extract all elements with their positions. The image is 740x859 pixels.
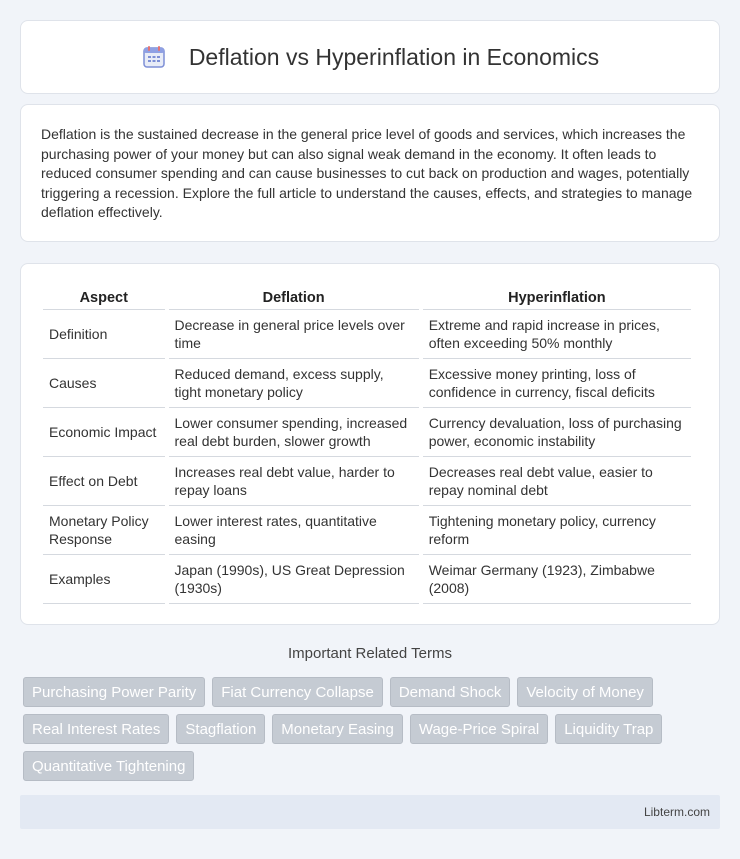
tag-wage-price-spiral[interactable]: Wage-Price Spiral [410,714,548,744]
table-cell: Excessive money printing, loss of confidence in currency, fiscal deficits [423,359,691,408]
comparison-table [39,286,695,604]
table-row [43,506,691,555]
related-terms-heading: Important Related Terms [288,645,452,662]
tag-monetary-easing[interactable]: Monetary Easing [272,714,403,744]
table-row [43,457,691,506]
related-terms-list [23,677,723,781]
table-cell: Extreme and rapid increase in prices, often exceeding 50% monthly [423,310,691,359]
table-cell: Definition [43,310,165,359]
table-cell: Lower consumer spending, increased real debt burden, slower growth [169,408,419,457]
table-cell: Increases real debt value, harder to repay loans [169,457,419,506]
tag-stagflation[interactable]: Stagflation [176,714,265,744]
intro-card [20,104,720,242]
tag-liquidity-trap[interactable]: Liquidity Trap [555,714,662,744]
table-row [43,359,691,408]
title-card [20,20,720,94]
table-cell: Monetary Policy Response [43,506,165,555]
table-cell: Reduced demand, excess supply, tight monetary policy [169,359,419,408]
page-title: Deflation vs Hyperinflation in Economics [188,43,600,70]
table-header-row [43,286,691,310]
tag-real-interest-rates[interactable]: Real Interest Rates [23,714,169,744]
table-row [43,310,691,359]
calendar-icon [141,44,167,70]
tag-fiat-currency-collapse[interactable]: Fiat Currency Collapse [212,677,383,707]
column-header-deflation: Deflation [169,286,419,310]
tag-purchasing-power-parity[interactable]: Purchasing Power Parity [23,677,205,707]
table-row [43,408,691,457]
table-cell: Decreases real debt value, easier to repay nominal debt [423,457,691,506]
comparison-card [20,263,720,625]
table-cell: Tightening monetary policy, currency reform [423,506,691,555]
footer-site-link[interactable]: Libterm.com [643,805,710,819]
table-cell: Effect on Debt [43,457,165,506]
tag-velocity-of-money[interactable]: Velocity of Money [517,677,653,707]
table-cell: Japan (1990s), US Great Depression (1930s) [169,555,419,604]
table-row [43,555,691,604]
intro-paragraph: Deflation is the sustained decrease in the general price level of goods and services, which increases the purchasing power of your money but can also signal weak demand in the economy. It often leads to reduced consumer spending and can cause businesses to cut back on production and wages, potentially triggering a recession. Explore the full article to understand the causes, effects, and strategies to manage deflation effectively. [41,126,693,221]
footer [20,795,720,829]
table-cell: Economic Impact [43,408,165,457]
column-header-hyperinflation: Hyperinflation [423,286,691,310]
table-cell: Decrease in general price levels over time [169,310,419,359]
table-cell: Lower interest rates, quantitative easing [169,506,419,555]
tag-demand-shock[interactable]: Demand Shock [390,677,511,707]
column-header-aspect: Aspect [43,286,165,310]
table-cell: Currency devaluation, loss of purchasing power, economic instability [423,408,691,457]
table-cell: Weimar Germany (1923), Zimbabwe (2008) [423,555,691,604]
table-cell: Examples [43,555,165,604]
table-cell: Causes [43,359,165,408]
tag-quantitative-tightening[interactable]: Quantitative Tightening [23,751,194,781]
